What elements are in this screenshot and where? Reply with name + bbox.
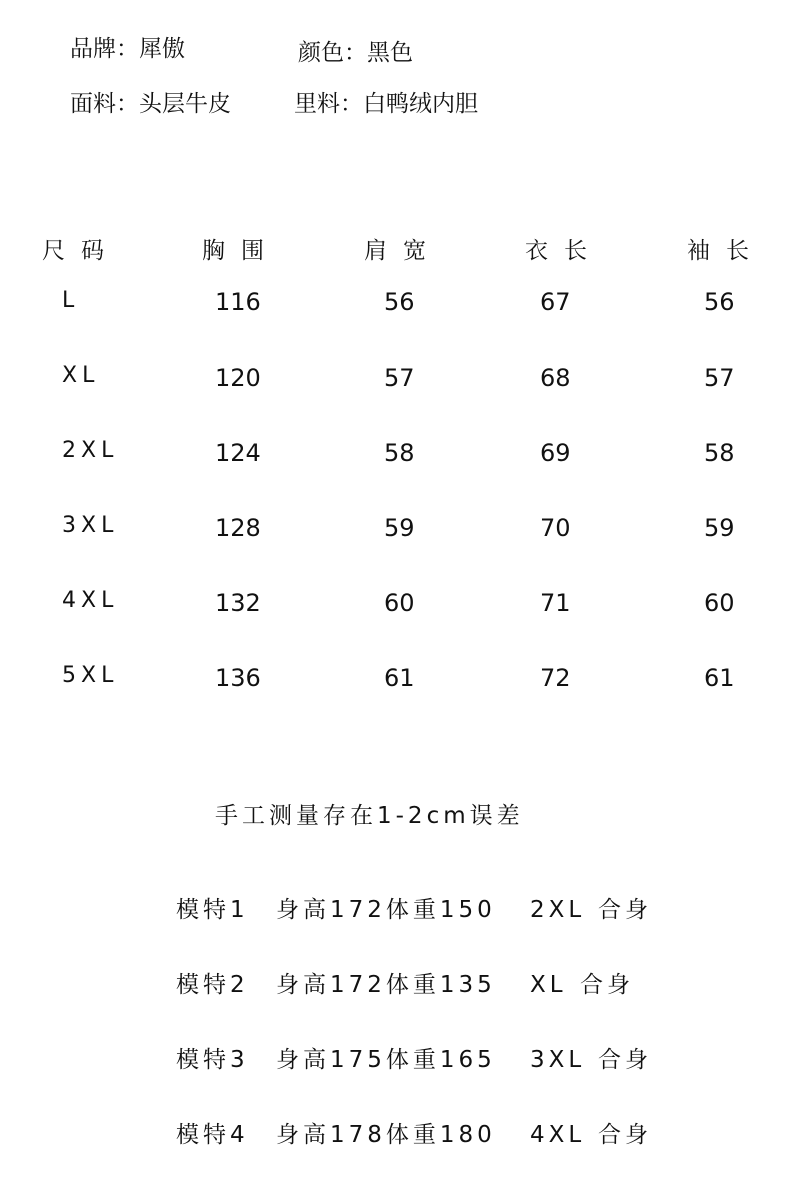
row-shoulder: 60 [384, 589, 415, 617]
model-name: 模特3 [176, 1047, 249, 1073]
row-length: 69 [540, 439, 571, 467]
row-chest: 128 [215, 514, 261, 542]
model-stats: 身高172体重150 [276, 897, 496, 923]
row-sleeve: 57 [704, 364, 735, 392]
model-row [176, 966, 634, 999]
model-row [176, 891, 652, 924]
header-chest: 胸围 [202, 238, 280, 264]
row-sleeve: 58 [704, 439, 735, 467]
model-fit: 合身 [598, 897, 652, 923]
header-size: 尺码 [42, 238, 120, 264]
row-shoulder: 61 [384, 664, 415, 692]
row-chest: 120 [215, 364, 261, 392]
row-shoulder: 59 [384, 514, 415, 542]
lining-info: 里料：白鸭绒内胆 [294, 91, 478, 117]
row-size: XL [62, 363, 100, 388]
model-stats: 身高175体重165 [276, 1047, 496, 1073]
model-fit: 合身 [598, 1047, 652, 1073]
model-name: 模特4 [176, 1122, 249, 1148]
row-size: L [62, 288, 80, 313]
header-length: 衣长 [525, 238, 603, 264]
model-row [176, 1041, 652, 1074]
model-name: 模特2 [176, 972, 249, 998]
row-shoulder: 57 [384, 364, 415, 392]
row-size: 4XL [62, 588, 119, 613]
header-shoulder: 肩宽 [364, 238, 442, 264]
row-length: 72 [540, 664, 571, 692]
measurement-note: 手工测量存在1-2cm误差 [215, 803, 524, 829]
model-fit: 合身 [598, 1122, 652, 1148]
row-chest: 116 [215, 288, 261, 316]
row-sleeve: 56 [704, 288, 735, 316]
row-shoulder: 56 [384, 288, 415, 316]
row-chest: 136 [215, 664, 261, 692]
row-size: 3XL [62, 513, 119, 538]
model-fit: 合身 [580, 972, 634, 998]
row-length: 67 [540, 288, 571, 316]
row-chest: 124 [215, 439, 261, 467]
model-size: XL [530, 972, 567, 998]
row-length: 68 [540, 364, 571, 392]
row-size: 5XL [62, 663, 119, 688]
model-size: 3XL [530, 1047, 586, 1073]
row-sleeve: 61 [704, 664, 735, 692]
model-row [176, 1116, 652, 1149]
header-sleeve: 袖长 [687, 238, 765, 264]
row-chest: 132 [215, 589, 261, 617]
row-sleeve: 60 [704, 589, 735, 617]
model-size: 2XL [530, 897, 586, 923]
row-length: 70 [540, 514, 571, 542]
model-stats: 身高172体重135 [276, 972, 496, 998]
model-stats: 身高178体重180 [276, 1122, 496, 1148]
brand-info: 品牌：犀傲 [70, 36, 185, 62]
row-size: 2XL [62, 438, 119, 463]
row-shoulder: 58 [384, 439, 415, 467]
row-sleeve: 59 [704, 514, 735, 542]
row-length: 71 [540, 589, 571, 617]
model-name: 模特1 [176, 897, 249, 923]
model-size: 4XL [530, 1122, 586, 1148]
color-info: 颜色：黑色 [298, 40, 413, 66]
fabric-info: 面料：头层牛皮 [70, 91, 231, 117]
